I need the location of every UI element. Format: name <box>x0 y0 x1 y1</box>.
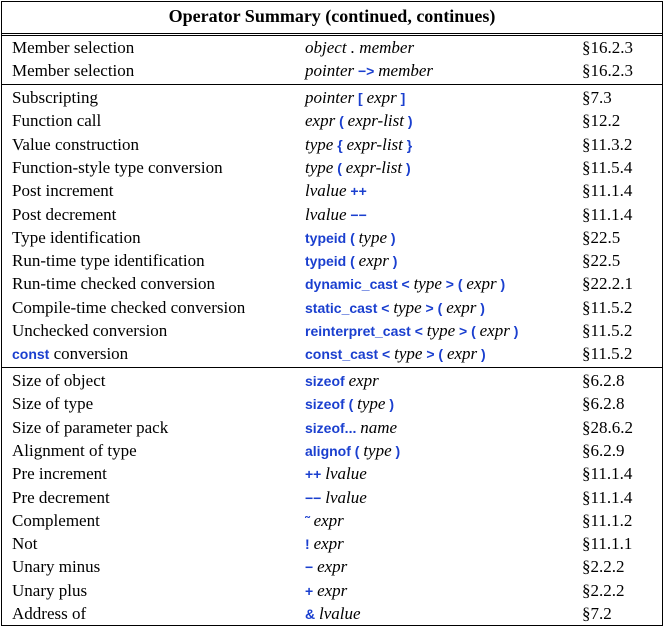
operator-syntax <box>305 179 367 203</box>
section-reference: §11.1.4 <box>582 181 633 201</box>
table-row <box>2 532 662 555</box>
syntax-token: ++ <box>305 466 326 483</box>
table-row <box>2 392 662 415</box>
syntax-placeholder: member <box>378 61 434 81</box>
operator-name: Size of type <box>12 394 94 414</box>
operator-syntax <box>305 272 505 296</box>
operator-name: Type identification <box>12 227 141 247</box>
table-row <box>2 369 662 392</box>
section-reference: §11.3.2 <box>582 134 633 154</box>
table-row <box>2 156 662 179</box>
syntax-token: ) <box>477 346 486 363</box>
syntax-token: const_cast < <box>305 346 395 363</box>
syntax-placeholder: expr <box>366 88 397 107</box>
section-reference: §11.5.4 <box>582 157 633 177</box>
section-reference: §6.2.9 <box>582 440 625 460</box>
syntax-token: > ( <box>455 323 480 339</box>
table-row <box>2 509 662 532</box>
operator-syntax <box>305 203 367 227</box>
syntax-placeholder: expr <box>313 510 344 530</box>
operator-name: Complement <box>12 510 100 530</box>
table-row <box>2 133 662 156</box>
table-title: Operator Summary (continued, continues) <box>2 2 662 34</box>
syntax-token: −− <box>346 206 367 223</box>
syntax-placeholder: expr <box>317 557 348 577</box>
syntax-placeholder: type <box>358 227 387 247</box>
section-reference: §22.5 <box>582 227 621 247</box>
operator-name: Unary minus <box>12 557 101 577</box>
section-reference: §7.3 <box>582 88 612 107</box>
syntax-token: { <box>333 136 347 153</box>
operator-name: Member selection <box>12 38 135 57</box>
section-reference: §16.2.3 <box>582 38 633 57</box>
syntax-token: ) <box>388 253 398 270</box>
syntax-token: ( <box>333 159 346 176</box>
table-row <box>2 462 662 485</box>
table-row <box>2 296 662 319</box>
group-divider <box>2 367 662 368</box>
keyword: const <box>12 346 50 363</box>
syntax-token: ) <box>476 299 485 316</box>
syntax-token: −> <box>354 63 379 80</box>
section-reference: §11.1.4 <box>582 204 633 224</box>
syntax-placeholder: expr <box>305 111 336 131</box>
syntax-token: } <box>402 136 413 153</box>
syntax-token: ) <box>387 229 396 246</box>
syntax-placeholder: lvalue <box>305 204 347 224</box>
syntax-token: > ( <box>422 346 447 363</box>
operator-name: Post decrement <box>12 204 117 224</box>
syntax-token: − <box>305 559 318 576</box>
table-row <box>2 579 662 602</box>
syntax-placeholder: type <box>305 134 334 154</box>
syntax-token: sizeof... <box>305 419 361 436</box>
operator-name: Function-style type conversion <box>12 157 223 177</box>
operator-syntax <box>305 416 397 440</box>
table-row <box>2 179 662 202</box>
section-reference: §2.2.2 <box>582 557 625 577</box>
syntax-placeholder: . <box>346 38 360 57</box>
table-row <box>2 226 662 249</box>
syntax-placeholder: expr <box>313 534 344 554</box>
operator-syntax <box>305 369 379 393</box>
operator-name: Compile-time checked conversion <box>12 297 246 317</box>
syntax-placeholder: expr <box>358 251 389 271</box>
operator-syntax <box>305 532 344 556</box>
syntax-token: −− <box>305 489 326 506</box>
operator-syntax <box>305 86 405 110</box>
operator-syntax <box>305 296 485 320</box>
operator-syntax <box>305 156 411 180</box>
syntax-token: ) <box>496 276 506 293</box>
syntax-token: static_cast < <box>305 299 394 316</box>
operator-name: Address of <box>12 604 87 623</box>
syntax-placeholder: pointer <box>305 88 355 107</box>
syntax-placeholder: member <box>359 38 415 57</box>
syntax-token: ) <box>385 396 395 413</box>
syntax-token: ˜ <box>305 512 314 529</box>
syntax-token: typeid ( <box>305 253 359 270</box>
syntax-token: & <box>305 606 319 622</box>
syntax-placeholder: expr <box>446 344 478 364</box>
syntax-token: ) <box>509 323 519 339</box>
operator-name: Unchecked conversion <box>12 321 168 340</box>
section-reference: §11.1.2 <box>582 510 633 530</box>
syntax-token: alignof ( <box>305 442 364 459</box>
operator-syntax <box>305 342 486 366</box>
syntax-placeholder: type <box>305 157 334 177</box>
syntax-token: typeid ( <box>305 229 359 246</box>
syntax-placeholder: expr-list <box>346 134 403 154</box>
operator-syntax <box>305 59 433 83</box>
syntax-placeholder: type <box>394 344 423 364</box>
syntax-placeholder: lvalue <box>325 487 367 507</box>
syntax-token: ) <box>391 442 401 459</box>
operator-syntax <box>305 439 400 463</box>
table-row <box>2 36 662 59</box>
name-text: conversion <box>49 344 129 364</box>
section-reference: §6.2.8 <box>582 371 625 390</box>
table-row <box>2 439 662 462</box>
operator-syntax <box>305 226 396 250</box>
section-reference: §7.2 <box>582 604 612 623</box>
section-reference: §2.2.2 <box>582 580 625 600</box>
syntax-placeholder: type <box>393 297 422 317</box>
operator-syntax <box>305 509 344 533</box>
operator-name: Unary plus <box>12 580 88 600</box>
section-reference: §28.6.2 <box>582 417 633 437</box>
operator-summary-table <box>1 1 663 626</box>
syntax-token: ] <box>396 90 406 106</box>
table-row <box>2 602 662 625</box>
table-row <box>2 272 662 295</box>
syntax-placeholder: expr-list <box>345 157 403 177</box>
section-reference: §22.5 <box>582 251 621 271</box>
section-reference: §11.1.4 <box>582 487 633 507</box>
table-row <box>2 416 662 439</box>
table-row <box>2 59 662 82</box>
section-reference: §11.5.2 <box>582 297 633 317</box>
operator-syntax <box>305 462 367 486</box>
operator-name: Run-time type identification <box>12 251 205 271</box>
syntax-placeholder: lvalue <box>319 604 361 623</box>
operator-name: Alignment of type <box>12 440 137 460</box>
syntax-token: ) <box>403 113 413 130</box>
table-row <box>2 109 662 132</box>
syntax-token: sizeof ( <box>305 396 358 413</box>
operator-name: Value construction <box>12 134 139 154</box>
operator-syntax <box>305 602 361 626</box>
syntax-placeholder: pointer <box>305 61 355 81</box>
operator-syntax <box>305 109 413 133</box>
syntax-token: + <box>305 582 318 599</box>
operator-name: Size of parameter pack <box>12 417 169 437</box>
table-row <box>2 555 662 578</box>
syntax-placeholder: lvalue <box>325 464 367 484</box>
operator-name <box>12 342 128 366</box>
syntax-token: ++ <box>346 183 367 200</box>
group-divider <box>2 84 662 85</box>
syntax-placeholder: type <box>413 274 442 294</box>
operator-name: Post increment <box>12 181 114 201</box>
operator-syntax <box>305 555 347 579</box>
syntax-placeholder: expr <box>317 580 348 600</box>
table-row <box>2 342 662 365</box>
table-row <box>2 86 662 109</box>
syntax-token: dynamic_cast < <box>305 276 414 293</box>
syntax-placeholder: type <box>363 440 392 460</box>
section-reference: §6.2.8 <box>582 394 625 414</box>
section-reference: §11.1.1 <box>582 534 633 554</box>
section-reference: §11.5.2 <box>582 321 633 340</box>
syntax-token: > ( <box>441 276 467 293</box>
table-row <box>2 203 662 226</box>
syntax-placeholder: type <box>357 394 386 414</box>
operator-syntax <box>305 579 347 603</box>
syntax-placeholder: lvalue <box>305 181 347 201</box>
section-reference: §11.5.2 <box>582 344 633 364</box>
syntax-token: sizeof <box>305 373 349 389</box>
table-row <box>2 249 662 272</box>
syntax-token: ) <box>402 159 411 176</box>
syntax-token: ( <box>335 113 348 130</box>
syntax-placeholder: expr <box>466 274 497 294</box>
section-reference: §11.1.4 <box>582 464 633 484</box>
section-reference: §22.2.1 <box>582 274 633 294</box>
operator-name: Not <box>12 534 38 554</box>
table-row <box>2 486 662 509</box>
operator-syntax <box>305 392 394 416</box>
operator-syntax <box>305 319 518 343</box>
syntax-token: > ( <box>421 299 447 316</box>
syntax-token: [ <box>354 90 367 106</box>
operator-syntax <box>305 486 367 510</box>
operator-name: Function call <box>12 111 102 131</box>
group-divider <box>2 33 662 34</box>
section-reference: §16.2.3 <box>582 61 633 81</box>
syntax-placeholder: name <box>360 417 398 437</box>
operator-name: Size of object <box>12 371 106 390</box>
operator-name: Pre decrement <box>12 487 110 507</box>
operator-syntax <box>305 36 414 59</box>
operator-name: Pre increment <box>12 464 107 484</box>
operator-name: Subscripting <box>12 88 98 107</box>
syntax-placeholder: expr-list <box>347 111 404 131</box>
syntax-placeholder: expr <box>479 321 510 340</box>
operator-syntax <box>305 133 412 157</box>
section-reference: §12.2 <box>582 111 621 131</box>
table-row <box>2 319 662 342</box>
operator-syntax <box>305 249 397 273</box>
syntax-placeholder: object <box>305 38 347 57</box>
syntax-token: reinterpret_cast < <box>305 323 427 339</box>
operator-name: Member selection <box>12 61 135 81</box>
operator-name: Run-time checked conversion <box>12 274 215 294</box>
syntax-placeholder: expr <box>446 297 477 317</box>
syntax-placeholder: expr <box>348 371 379 390</box>
syntax-placeholder: type <box>426 321 456 340</box>
syntax-token: ! <box>305 536 314 553</box>
